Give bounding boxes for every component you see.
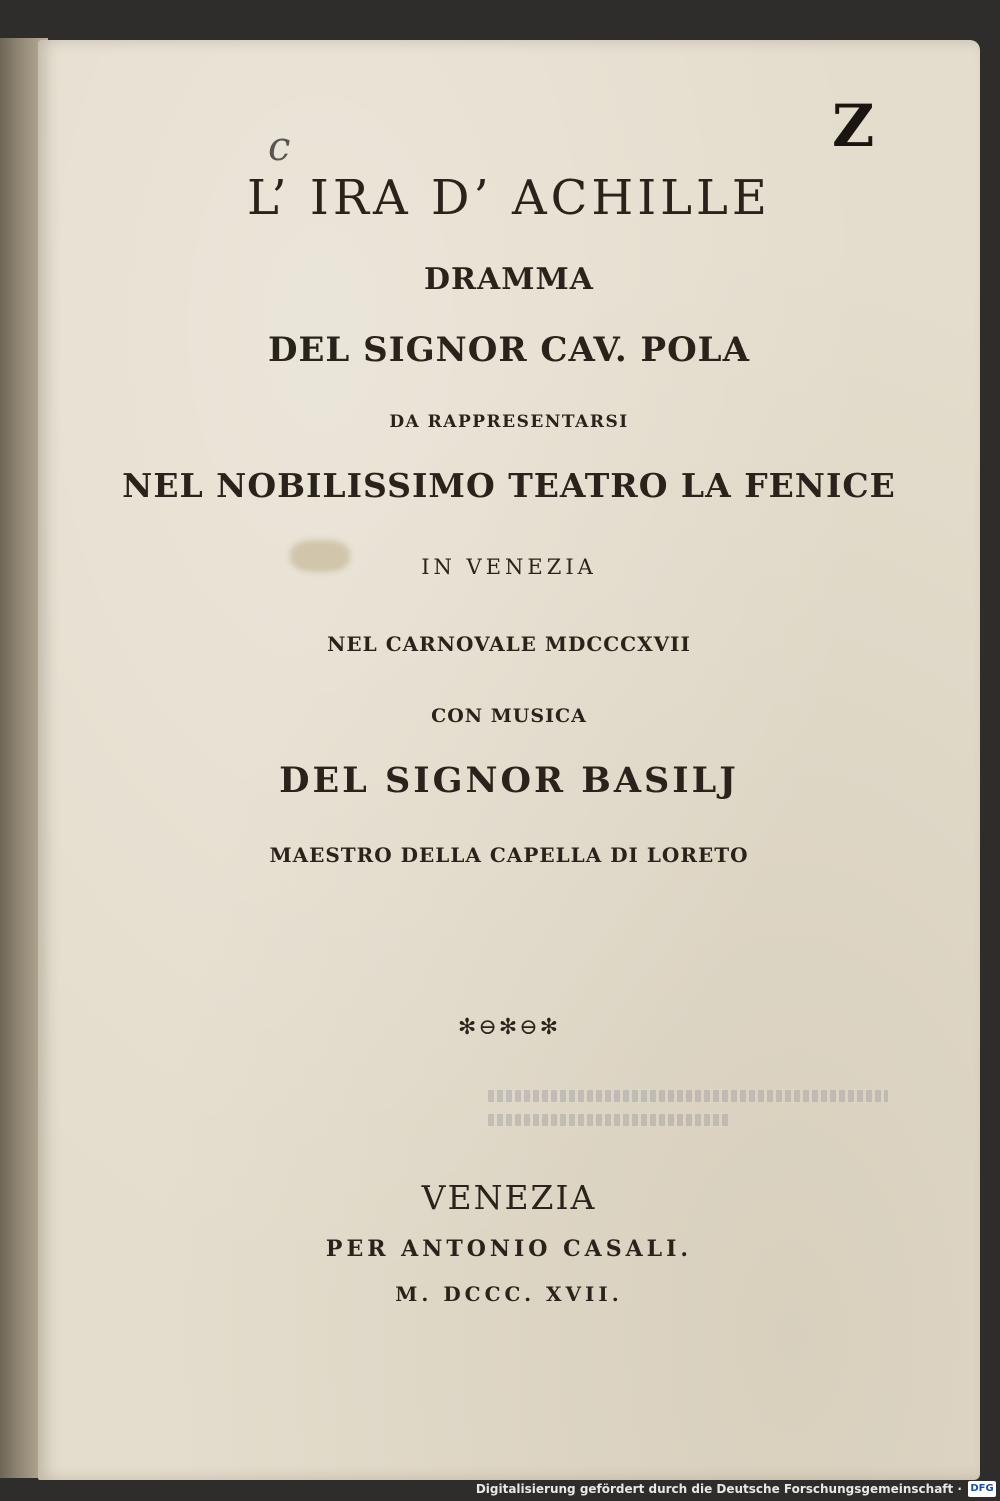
city-line: IN VENEZIA bbox=[421, 555, 597, 579]
page-title: L’ IRA D’ ACHILLE bbox=[247, 170, 771, 226]
music-intro-line: CON MUSICA bbox=[431, 705, 587, 727]
printers-ornament: ✻⊖✻⊖✻ bbox=[457, 1015, 561, 1040]
library-stamp-row bbox=[488, 1114, 728, 1126]
library-stamp-row bbox=[488, 1090, 888, 1102]
handwritten-shelf-mark: Z bbox=[832, 92, 875, 160]
season-line: NEL CARNOVALE MDCCCXVII bbox=[327, 632, 691, 656]
composer-title-line: MAESTRO DELLA CAPELLA DI LORETO bbox=[269, 843, 749, 867]
library-stamp bbox=[488, 1078, 888, 1148]
funding-credit: Digitalisierung gefördert durch die Deutsche Forschungsgemeinschaft · bbox=[475, 1482, 962, 1496]
pencil-mark: c bbox=[268, 124, 291, 170]
dfg-logo: DFG bbox=[968, 1481, 996, 1497]
genre-line: DRAMMA bbox=[424, 262, 594, 297]
year-line: M. DCCC. XVII. bbox=[395, 1282, 623, 1306]
imprint-city-line: VENEZIA bbox=[421, 1178, 597, 1217]
performance-intro-line: DA RAPPRESENTARSI bbox=[389, 412, 629, 432]
venue-line: NEL NOBILISSIMO TEATRO LA FENICE bbox=[122, 466, 896, 505]
composer-line: DEL SIGNOR BASILJ bbox=[279, 760, 739, 801]
printer-line: PER ANTONIO CASALI. bbox=[325, 1236, 693, 1262]
author-line: DEL SIGNOR CAV. POLA bbox=[268, 330, 750, 370]
